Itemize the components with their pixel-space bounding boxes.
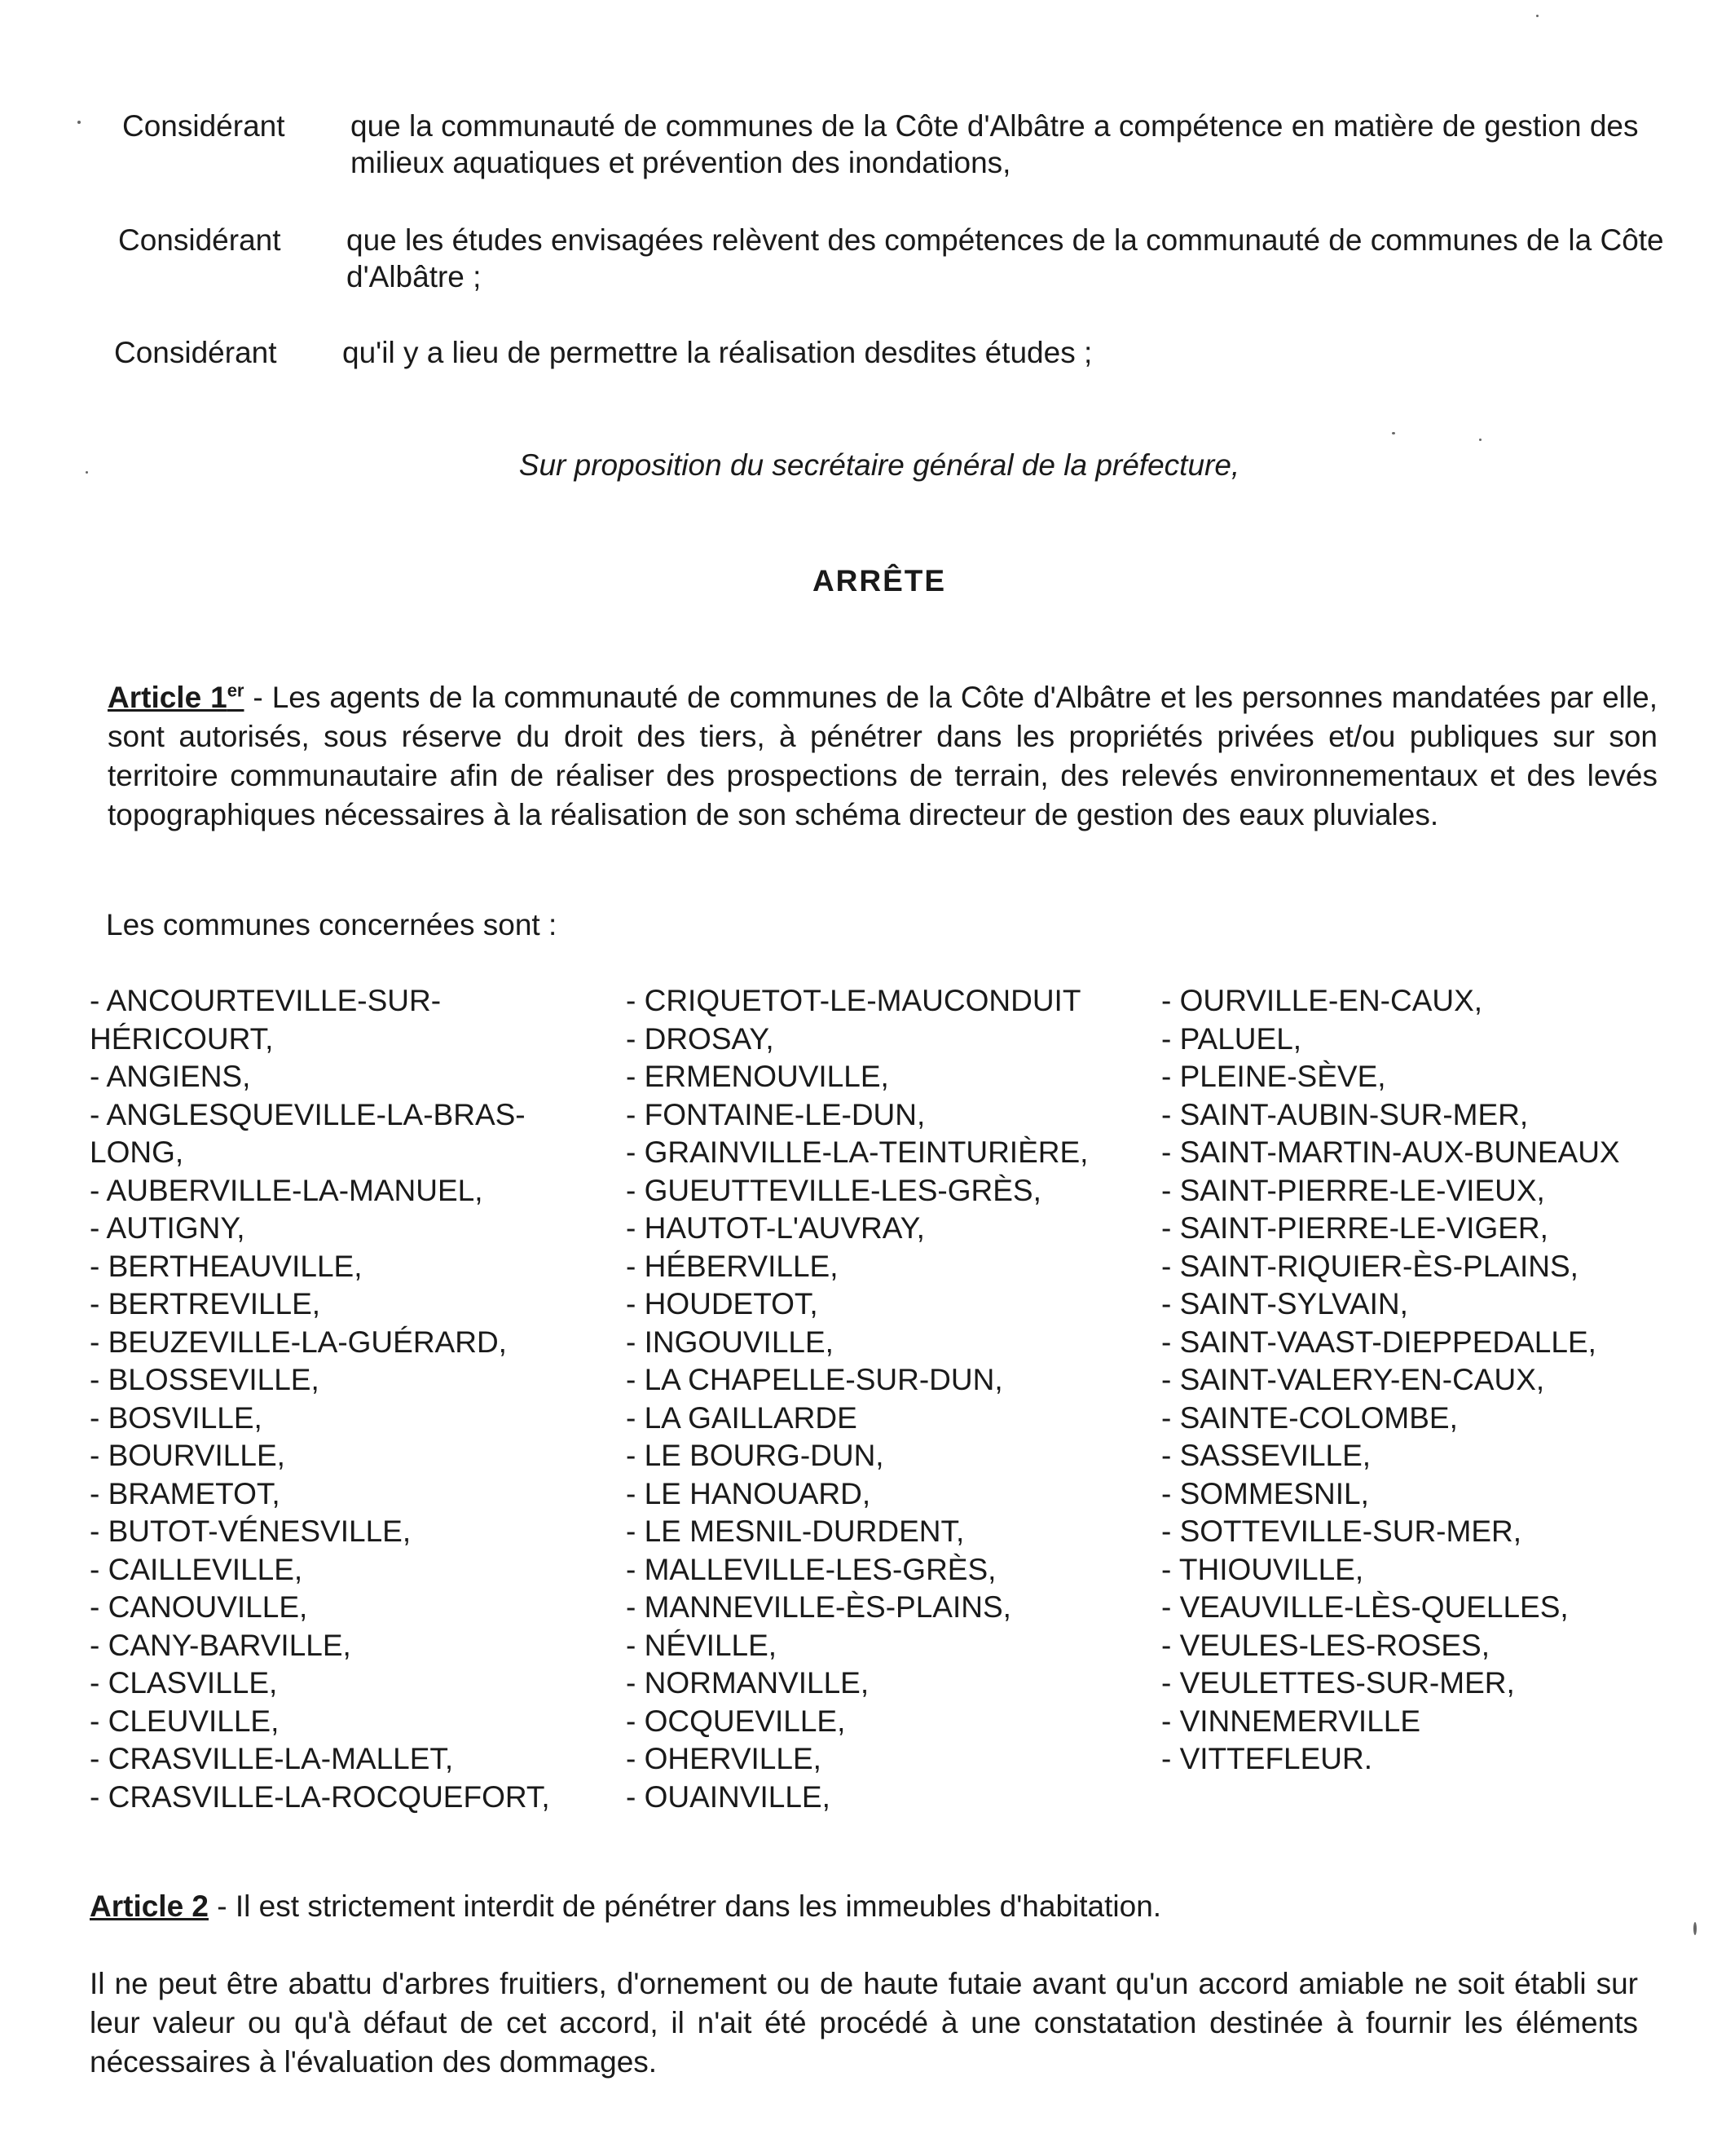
article-1-title-sup: er bbox=[227, 680, 244, 701]
commune-item: - VEAUVILLE-LÈS-QUELLES, bbox=[1161, 1590, 1569, 1624]
commune-item: - LA GAILLARDE bbox=[626, 1400, 857, 1435]
communes-column-3 bbox=[1161, 982, 1683, 1779]
commune-item: - BERTHEAUVILLE, bbox=[90, 1249, 363, 1283]
commune-item: - SAINT-RIQUIER-ÈS-PLAINS, bbox=[1161, 1249, 1578, 1283]
article-1 bbox=[108, 678, 1658, 835]
commune-item: - HÉBERVILLE, bbox=[626, 1249, 839, 1283]
commune-item: - FONTAINE-LE-DUN, bbox=[626, 1097, 926, 1131]
commune-item: - SOTTEVILLE-SUR-MER, bbox=[1161, 1514, 1521, 1548]
article-2-separator: - bbox=[209, 1889, 236, 1923]
commune-item: - BRAMETOT, bbox=[90, 1476, 280, 1510]
scan-speck bbox=[1536, 15, 1539, 17]
commune-item: - LA CHAPELLE-SUR-DUN, bbox=[626, 1363, 1003, 1396]
commune-item: - SAINTE-COLOMBE, bbox=[1161, 1400, 1458, 1435]
commune-item: - VINNEMERVILLE bbox=[1161, 1704, 1421, 1738]
commune-item: - VEULETTES-SUR-MER, bbox=[1161, 1666, 1515, 1700]
commune-item: - VEULES-LES-ROSES, bbox=[1161, 1628, 1490, 1662]
commune-item: - OCQUEVILLE, bbox=[626, 1704, 846, 1738]
commune-item: - ERMENOUVILLE, bbox=[626, 1060, 889, 1093]
considerant-text: que la communauté de communes de la Côte d'Albâtre a compétence en matière de gestion des milieux aquatiques et prévention des inondations, bbox=[350, 109, 1639, 180]
article-1-separator: - bbox=[244, 681, 272, 714]
commune-item: - CRASVILLE-LA-ROCQUEFORT, bbox=[90, 1779, 550, 1814]
commune-item: - BOSVILLE, bbox=[90, 1400, 262, 1435]
commune-item: - DROSAY, bbox=[626, 1021, 774, 1056]
article-2-text: Il est strictement interdit de pénétrer dans les immeubles d'habitation. bbox=[235, 1889, 1162, 1923]
considerant-keyword: Considérant bbox=[118, 223, 281, 257]
commune-item: - SAINT-PIERRE-LE-VIGER, bbox=[1161, 1211, 1548, 1245]
commune-item: - SAINT-MARTIN-AUX-BUNEAUX bbox=[1161, 1135, 1620, 1169]
communes-column-2 bbox=[626, 982, 1147, 1816]
commune-item: - GRAINVILLE-LA-TEINTURIÈRE, bbox=[626, 1135, 1089, 1169]
scan-speck bbox=[1479, 439, 1482, 441]
commune-item: - OURVILLE-EN-CAUX, bbox=[1161, 984, 1483, 1017]
commune-item: - OUAINVILLE, bbox=[626, 1779, 830, 1814]
article-2-title: Article 2 bbox=[90, 1889, 209, 1923]
commune-item: - PALUEL, bbox=[1161, 1021, 1302, 1056]
commune-item: - BOURVILLE, bbox=[90, 1439, 285, 1472]
commune-item: - THIOUVILLE, bbox=[1161, 1552, 1364, 1586]
commune-item: - PLEINE-SÈVE, bbox=[1161, 1060, 1386, 1093]
considerant-text: que les études envisagées relèvent des compétences de la communauté de communes de la Côte d'Albâtre ; bbox=[346, 223, 1664, 294]
commune-item: - ANGLESQUEVILLE-LA-BRAS-LONG, bbox=[90, 1097, 526, 1169]
commune-item: - LE MESNIL-DURDENT, bbox=[626, 1514, 965, 1548]
commune-item: - CRASVILLE-LA-MALLET, bbox=[90, 1742, 454, 1775]
commune-item: - INGOUVILLE, bbox=[626, 1325, 834, 1359]
scan-speck bbox=[86, 471, 88, 474]
scan-speck bbox=[1392, 432, 1395, 434]
considerant-text: qu'il y a lieu de permettre la réalisation desdites études ; bbox=[342, 336, 1093, 369]
commune-item: - AUTIGNY, bbox=[90, 1211, 245, 1245]
commune-item: - GUEUTTEVILLE-LES-GRÈS, bbox=[626, 1173, 1041, 1207]
communes-column-1 bbox=[90, 982, 595, 1816]
commune-item: - CLASVILLE, bbox=[90, 1666, 278, 1700]
commune-item: - BUTOT-VÉNESVILLE, bbox=[90, 1514, 412, 1548]
considerant-keyword: Considérant bbox=[114, 336, 277, 369]
commune-item: - NÉVILLE, bbox=[626, 1628, 777, 1662]
commune-item: - LE HANOUARD, bbox=[626, 1476, 871, 1510]
considerant-1 bbox=[122, 108, 1687, 181]
scan-speck bbox=[77, 121, 81, 124]
commune-item: - HOUDETOT, bbox=[626, 1287, 818, 1320]
commune-item: - ANGIENS, bbox=[90, 1060, 251, 1093]
commune-item: - LE BOURG-DUN, bbox=[626, 1439, 884, 1472]
damage-paragraph: Il ne peut être abattu d'arbres fruitiers, d'ornement ou de haute futaie avant qu'un accord amiable ne soit établi sur leur valeur ou qu'à défaut de cet accord, il n'ait été procédé à une constatation destinée à fournir les éléments nécessaires à l'évaluation des dommages. bbox=[90, 1967, 1638, 2079]
commune-item: - SAINT-SYLVAIN, bbox=[1161, 1287, 1408, 1320]
commune-item: - SAINT-AUBIN-SUR-MER, bbox=[1161, 1097, 1529, 1131]
arrete-heading: ARRÊTE bbox=[812, 564, 947, 597]
commune-item: - ANCOURTEVILLE-SUR-HÉRICOURT, bbox=[90, 984, 442, 1056]
commune-item: - MALLEVILLE-LES-GRÈS, bbox=[626, 1552, 997, 1586]
commune-item: - BERTREVILLE, bbox=[90, 1287, 321, 1320]
commune-item: - CANOUVILLE, bbox=[90, 1590, 308, 1624]
commune-item: - OHERVILLE, bbox=[626, 1742, 821, 1775]
commune-item: - CLEUVILLE, bbox=[90, 1704, 280, 1738]
commune-item: - SOMMESNIL, bbox=[1161, 1476, 1369, 1510]
article-1-title-text: Article 1 bbox=[108, 681, 227, 714]
commune-item: - SAINT-PIERRE-LE-VIEUX, bbox=[1161, 1173, 1545, 1207]
article-2 bbox=[90, 1888, 1161, 1925]
scan-speck bbox=[1693, 1922, 1697, 1935]
commune-item: - MANNEVILLE-ÈS-PLAINS, bbox=[626, 1590, 1011, 1624]
considerant-2 bbox=[118, 222, 1683, 295]
communes-intro: Les communes concernées sont : bbox=[106, 908, 557, 941]
commune-item: - HAUTOT-L'AUVRAY, bbox=[626, 1211, 925, 1245]
commune-item: - VITTEFLEUR. bbox=[1161, 1742, 1373, 1775]
commune-item: - CAILLEVILLE, bbox=[90, 1552, 303, 1586]
commune-item: - CANY-BARVILLE, bbox=[90, 1628, 351, 1662]
commune-item: - BEUZEVILLE-LA-GUÉRARD, bbox=[90, 1325, 507, 1359]
commune-item: - SAINT-VALERY-EN-CAUX, bbox=[1161, 1363, 1545, 1396]
commune-item: - NORMANVILLE, bbox=[626, 1666, 870, 1700]
article-1-text: Les agents de la communauté de communes de la Côte d'Albâtre et les personnes mandatées par elle, sont autorisés, sous réserve du droit des tiers, à pénétrer dans les propriétés privées et/ou publiques sur son territoire communautaire afin de réaliser des prospections de terrain, des relevés environnementaux et des levés topographiques nécessaires à la réalisation de son schéma directeur de gestion des eaux pluviales. bbox=[108, 681, 1658, 832]
commune-item: - CRIQUETOT-LE-MAUCONDUIT bbox=[626, 984, 1081, 1017]
considerant-keyword: Considérant bbox=[122, 109, 285, 143]
commune-item: - SAINT-VAAST-DIEPPEDALLE, bbox=[1161, 1325, 1596, 1359]
considerant-3 bbox=[114, 334, 1679, 371]
commune-item: - SASSEVILLE, bbox=[1161, 1439, 1372, 1472]
commune-item: - BLOSSEVILLE, bbox=[90, 1363, 319, 1396]
article-1-title bbox=[108, 681, 244, 714]
proposal-line: Sur proposition du secrétaire général de la préfecture, bbox=[518, 448, 1240, 482]
commune-item: - AUBERVILLE-LA-MANUEL, bbox=[90, 1173, 483, 1207]
